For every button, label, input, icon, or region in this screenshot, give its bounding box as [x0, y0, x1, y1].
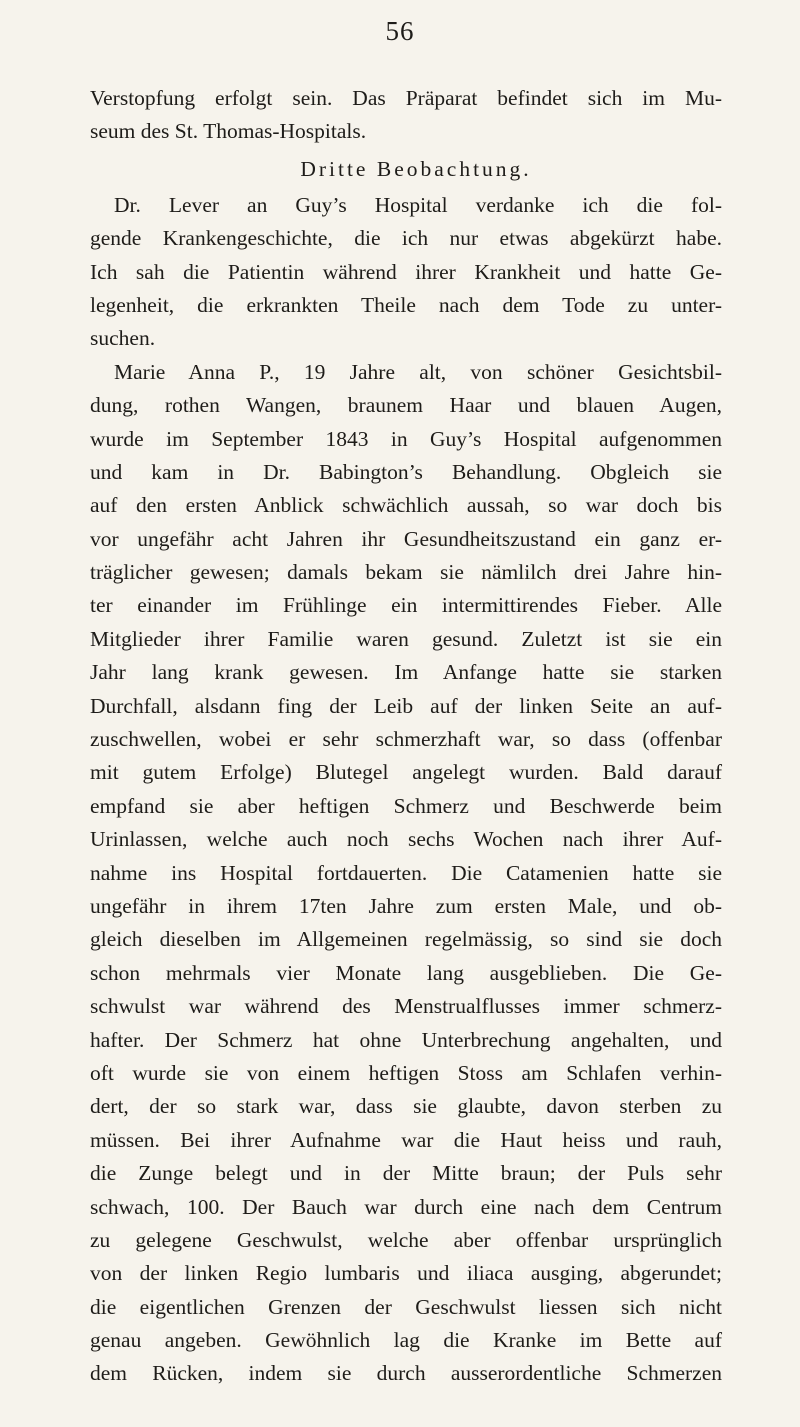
- text-line: vor ungefähr acht Jahren ihr Gesundheitszustand ein ganz er-: [90, 526, 722, 551]
- text-line: Ich sah die Patientin während ihrer Krankheit und hatte Ge-: [90, 259, 722, 284]
- text-line: schwach, 100. Der Bauch war durch eine nach dem Centrum: [90, 1194, 722, 1219]
- text-line: dung, rothen Wangen, braunem Haar und blauen Augen,: [90, 393, 722, 418]
- text-line: Dr. Lever an Guy’s Hospital verdanke ich die fol-: [114, 192, 722, 217]
- text-line: empfand sie aber heftigen Schmerz und Beschwerde beim: [90, 793, 722, 818]
- text-line: müssen. Bei ihrer Aufnahme war die Haut heiss und rauh,: [90, 1127, 722, 1152]
- text-line: zuschwellen, wobei er sehr schmerzhaft war, so dass (offenbar: [90, 727, 722, 752]
- text-line: träglicher gewesen; damals bekam sie nämlilch drei Jahre hin-: [90, 560, 722, 585]
- text-line: wurde im September 1843 in Guy’s Hospital aufgenommen: [90, 426, 722, 451]
- text-line: dert, der so stark war, dass sie glaubte, davon sterben zu: [90, 1094, 722, 1119]
- body-text: [90, 82, 722, 1391]
- text-line: Verstopfung erfolgt sein. Das Präparat befindet sich im Mu-: [90, 86, 722, 110]
- text-line: Marie Anna P., 19 Jahre alt, von schöner Gesichtsbil-: [114, 359, 722, 384]
- text-line: die eigentlichen Grenzen der Geschwulst liessen sich nicht: [90, 1294, 722, 1319]
- text-line: die Zunge belegt und in der Mitte braun; der Puls sehr: [90, 1161, 722, 1186]
- page-number: 56: [385, 16, 415, 46]
- text-line: oft wurde sie von einem heftigen Stoss am Schlafen verhin-: [90, 1060, 722, 1085]
- text-line: Mitglieder ihrer Familie waren gesund. Zuletzt ist sie ein: [90, 626, 722, 651]
- text-line: schon mehrmals vier Monate lang ausgeblieben. Die Ge-: [90, 960, 722, 985]
- text-line: suchen.: [90, 326, 156, 351]
- text-line: auf den ersten Anblick schwächlich aussah, so war doch bis: [90, 493, 722, 518]
- text-line: ungefähr in ihrem 17ten Jahre zum ersten Male, und ob-: [90, 893, 722, 918]
- text-line: Jahr lang krank gewesen. Im Anfange hatte sie starken: [90, 660, 722, 685]
- text-line: hafter. Der Schmerz hat ohne Unterbrechung angehalten, und: [90, 1027, 722, 1052]
- text-line: Urinlassen, welche auch noch sechs Wochen nach ihrer Auf-: [90, 827, 722, 852]
- text-line: und kam in Dr. Babington’s Behandlung. Obgleich sie: [90, 459, 722, 484]
- text-line: schwulst war während des Menstrualflusses immer schmerz-: [90, 994, 722, 1019]
- text-line: gleich dieselben im Allgemeinen regelmässig, so sind sie doch: [90, 927, 722, 952]
- section-heading: Dritte Beobachtung.: [300, 156, 532, 181]
- text-line: legenheit, die erkrankten Theile nach dem Tode zu unter-: [90, 292, 722, 317]
- text-line: dem Rücken, indem sie durch ausserordentliche Schmerzen: [90, 1361, 722, 1386]
- text-line: von der linken Regio lumbaris und iliaca ausging, abgerundet;: [90, 1261, 722, 1286]
- text-line: Durchfall, alsdann fing der Leib auf der linken Seite an auf-: [90, 693, 722, 718]
- text-line: seum des St. Thomas-Hospitals.: [90, 119, 367, 144]
- text-line: gende Krankengeschichte, die ich nur etwas abgekürzt habe.: [90, 226, 722, 251]
- text-line: ter einander im Frühlinge ein intermittirendes Fieber. Alle: [90, 593, 722, 618]
- text-line: zu gelegene Geschwulst, welche aber offenbar ursprünglich: [90, 1227, 722, 1252]
- text-line: genau angeben. Gewöhnlich lag die Kranke im Bette auf: [90, 1328, 722, 1353]
- text-line: nahme ins Hospital fortdauerten. Die Catamenien hatte sie: [90, 860, 722, 885]
- text-line: mit gutem Erfolge) Blutegel angelegt wurden. Bald darauf: [90, 760, 722, 785]
